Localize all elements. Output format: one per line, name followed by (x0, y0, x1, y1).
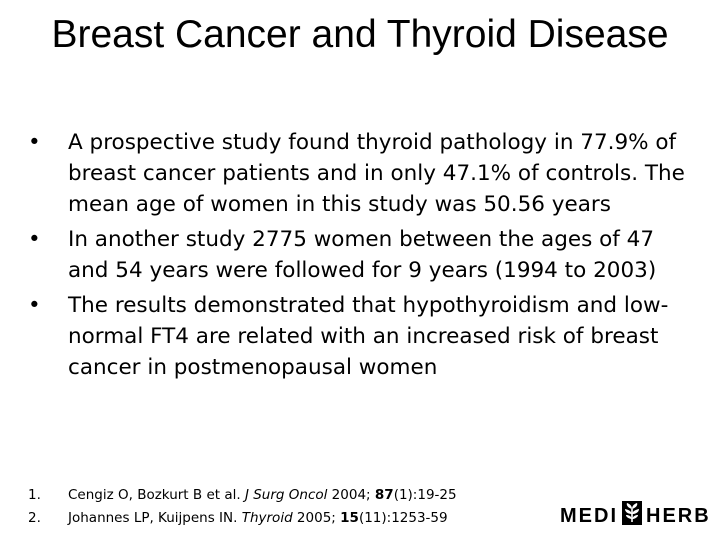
bullet-item (28, 290, 698, 383)
reference-list (28, 484, 548, 530)
reference-journal: Thyroid (241, 510, 293, 526)
reference-item (28, 507, 548, 530)
bullet-text: The results demonstrated that hypothyroidism and low-normal FT4 are related with an increased risk of breast cancer in postmenopausal women (68, 293, 669, 380)
leaf-emblem-icon (621, 500, 643, 532)
reference-journal: J Surg Oncol (244, 487, 328, 503)
logo-left-text: MEDI (560, 504, 618, 527)
reference-pages: (11):1253-59 (358, 510, 448, 526)
reference-item (28, 484, 548, 507)
bullet-item (28, 127, 698, 220)
reference-number: 1. (28, 487, 41, 503)
reference-year: 2004; (327, 487, 375, 503)
reference-year: 2005; (292, 510, 341, 526)
reference-number: 2. (28, 510, 41, 526)
bullet-marker: • (28, 227, 41, 252)
bullet-text: In another study 2775 women between the ages of 47 and 54 years were followed for 9 years (1994 to 2003) (68, 227, 657, 283)
reference-authors: Johannes LP, Kuijpens IN. (68, 510, 242, 526)
bullet-list (28, 127, 698, 387)
reference-authors: Cengiz O, Bozkurt B et al. (68, 487, 245, 503)
bullet-marker: • (28, 130, 41, 155)
bullet-item (28, 224, 698, 286)
logo-right-text: HERB (646, 504, 711, 527)
bullet-marker: • (28, 293, 41, 318)
reference-volume: 15 (340, 510, 359, 526)
bullet-text: A prospective study found thyroid pathology in 77.9% of breast cancer patients and in only 47.1% of controls. The mean age of women in this study was 50.56 years (68, 130, 685, 217)
medi-herb-logo (560, 501, 711, 531)
slide-title: Breast Cancer and Thyroid Disease (51, 13, 669, 56)
reference-pages: (1):19-25 (393, 487, 457, 503)
reference-volume: 87 (374, 487, 394, 503)
